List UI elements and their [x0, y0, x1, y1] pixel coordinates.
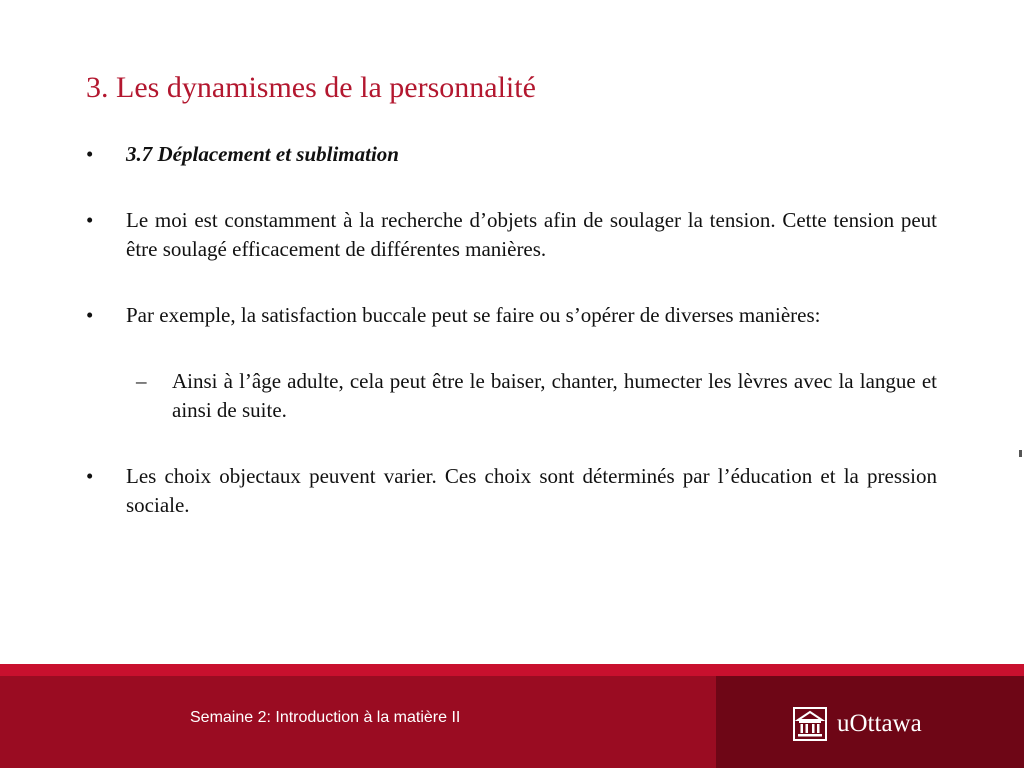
bullet-item: [86, 140, 937, 169]
footer-accent-line: [0, 664, 1024, 676]
bullet-text: Par exemple, la satisfaction buccale peut se faire ou s’opérer de diverses manières:: [126, 303, 821, 327]
bullet-mark: •: [86, 464, 94, 488]
university-building-icon: [793, 707, 827, 741]
bullet-item: [86, 206, 937, 264]
bullet-mark: •: [86, 142, 94, 166]
bullet-text: Le moi est constamment à la recherche d’objets afin de soulager la tension. Cette tension peut être soulagé efficacement de différentes manières.: [126, 208, 937, 261]
slide-title: 3. Les dynamismes de la personnalité: [86, 71, 536, 104]
footer-band: [0, 664, 1024, 768]
sub-bullet-mark: –: [136, 369, 147, 393]
edge-mark: [1019, 450, 1022, 457]
sub-bullet-item: [86, 367, 937, 425]
sub-bullet-text: Ainsi à l’âge adulte, cela peut être le baiser, chanter, humecter les lèvres avec la langue et ainsi de suite.: [172, 369, 937, 422]
bullet-item: [86, 462, 937, 520]
bullet-mark: •: [86, 208, 94, 232]
bullet-item: [86, 301, 937, 330]
bullet-text: Les choix objectaux peuvent varier. Ces choix sont déterminés par l’éducation et la pression sociale.: [126, 464, 937, 517]
bullet-subheading: 3.7 Déplacement et sublimation: [126, 142, 399, 166]
uottawa-logo: [793, 706, 922, 742]
logo-wordmark: uOttawa: [837, 710, 922, 737]
slide-content: [86, 140, 937, 520]
footer-caption: Semaine 2: Introduction à la matière II: [190, 709, 461, 726]
bullet-mark: •: [86, 303, 94, 327]
